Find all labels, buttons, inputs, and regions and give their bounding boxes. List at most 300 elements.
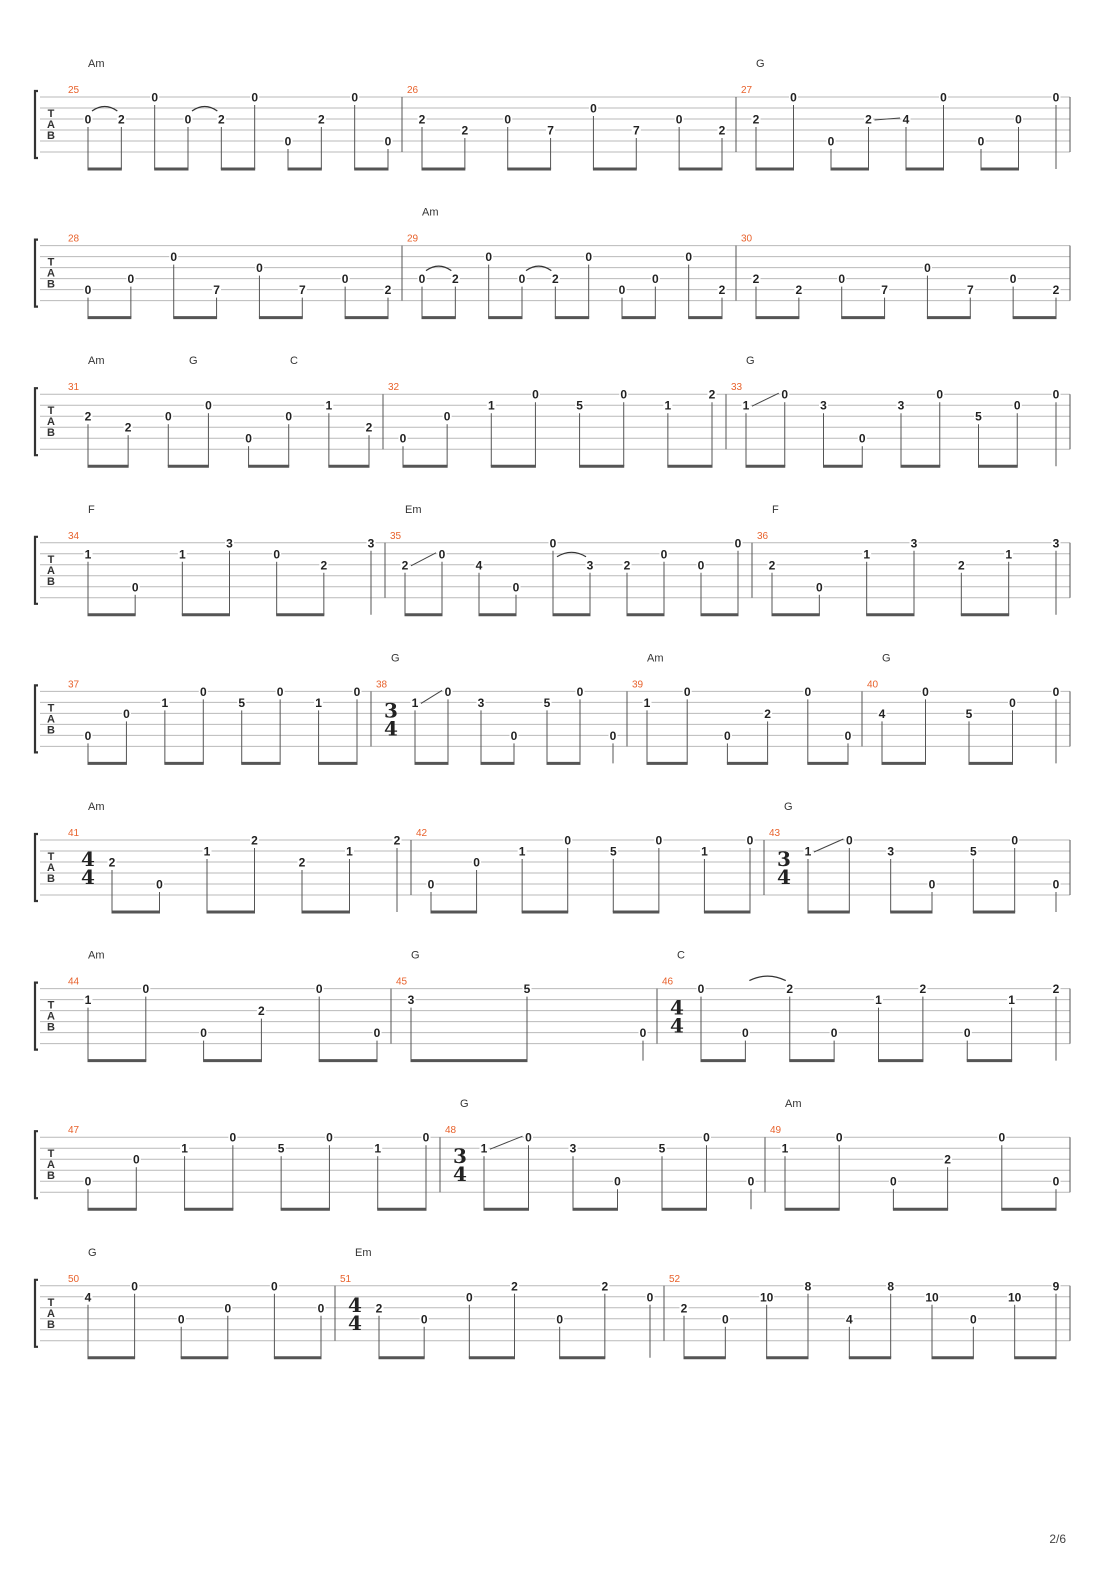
tab-clef-letter: T: [47, 1148, 55, 1161]
chord-symbol: Am: [88, 58, 105, 70]
fret-number: 1: [863, 547, 871, 562]
fret-number: 0: [504, 112, 512, 127]
fret-number: 0: [1052, 877, 1060, 892]
fret-number: 2: [418, 112, 426, 127]
tab-clef-letter: B: [47, 1021, 55, 1034]
fret-number: 3: [586, 558, 594, 573]
fret-number: 0: [465, 1290, 473, 1305]
fret-number: 0: [747, 1174, 755, 1189]
fret-number: 0: [655, 833, 663, 848]
tab-system: [35, 58, 1070, 169]
fret-number: 0: [525, 1130, 532, 1145]
fret-number: 2: [108, 855, 116, 870]
fret-number: 2: [680, 1301, 688, 1316]
fret-number: 8: [887, 1279, 895, 1294]
fret-number: 0: [276, 684, 284, 699]
fret-number: 0: [556, 1312, 564, 1327]
fret-number: 0: [199, 684, 207, 699]
fret-number: 0: [618, 283, 626, 298]
fret-number: 0: [835, 1130, 843, 1145]
fret-number: 7: [298, 283, 306, 298]
fret-number: 0: [418, 272, 426, 287]
tab-system: [35, 652, 1070, 763]
fret-number: 0: [485, 250, 493, 265]
tab-clef-letter: B: [47, 130, 55, 142]
fret-number: 0: [284, 134, 292, 149]
fret-number: 2: [768, 558, 776, 573]
measure-number: 32: [388, 382, 400, 394]
fret-number: 7: [966, 283, 974, 298]
fret-number: 3: [226, 536, 233, 551]
fret-number: 2: [84, 409, 92, 424]
fret-number: 7: [632, 123, 640, 138]
fret-number: 0: [928, 877, 936, 892]
measure-number: 39: [632, 679, 644, 691]
fret-number: 2: [393, 833, 401, 848]
chord-symbol: G: [88, 1246, 97, 1259]
fret-number: 0: [177, 1312, 185, 1327]
measure-number: 51: [340, 1273, 352, 1285]
fret-number: 5: [658, 1141, 666, 1156]
fret-number: 1: [84, 993, 92, 1008]
fret-number: 2: [718, 283, 726, 298]
fret-number: 2: [217, 112, 225, 127]
measure-number: 41: [68, 828, 80, 839]
measure-number: 36: [757, 530, 769, 542]
fret-number: 2: [957, 558, 965, 573]
measure-number: 40: [867, 679, 879, 691]
fret-number: 0: [399, 431, 407, 446]
time-signature-bottom: 4: [384, 716, 398, 741]
fret-number: 1: [374, 1141, 382, 1156]
tab-clef-letter: A: [47, 416, 55, 429]
fret-number: 0: [205, 398, 212, 413]
time-signature-bottom: 4: [81, 865, 95, 889]
fret-number: 1: [487, 398, 495, 413]
tab-clef-letter: T: [47, 1296, 55, 1309]
fret-number: 0: [977, 134, 985, 149]
fret-number: 3: [820, 398, 827, 413]
fret-number: 2: [317, 112, 325, 127]
fret-number: 0: [326, 1130, 333, 1145]
fret-number: 0: [317, 1301, 325, 1316]
fret-number: 2: [451, 272, 459, 287]
fret-number: 0: [131, 1279, 138, 1294]
time-signature-top: 4: [81, 847, 95, 871]
fret-number: 2: [786, 982, 794, 997]
chord-symbol: Em: [405, 503, 422, 516]
fret-number: 0: [84, 283, 92, 298]
fret-number: 0: [131, 580, 139, 595]
measure-number: 35: [390, 530, 402, 542]
tab-clef-letter: T: [47, 108, 55, 120]
fret-number: 0: [373, 1026, 381, 1041]
fret-number: 2: [623, 558, 631, 573]
fret-number: 0: [184, 112, 192, 127]
time-signature-top: 4: [670, 995, 684, 1020]
fret-number: 2: [944, 1152, 951, 1167]
chord-symbol: F: [772, 503, 779, 516]
tab-clef-letter: B: [47, 278, 55, 291]
chord-symbol: Am: [88, 801, 105, 813]
fret-number: 2: [320, 558, 328, 573]
fret-number: 5: [975, 409, 982, 424]
fret-number: 2: [752, 272, 760, 287]
time-signature-bottom: 4: [348, 1310, 362, 1335]
fret-number: 0: [200, 1026, 207, 1041]
fret-number: 1: [1008, 993, 1015, 1008]
tab-clef-letter: T: [47, 851, 55, 863]
fret-number: 0: [936, 387, 944, 402]
fret-number: 0: [703, 1130, 710, 1145]
fret-number: 0: [639, 1026, 647, 1041]
fret-number: 0: [156, 877, 163, 892]
fret-number: 5: [965, 706, 973, 721]
tab-system: [35, 801, 1070, 912]
fret-number: 0: [420, 1312, 428, 1327]
tab-clef-letter: T: [47, 702, 55, 715]
time-signature-bottom: 4: [670, 1013, 684, 1038]
measure-number: 47: [68, 1125, 80, 1137]
fret-number: 0: [620, 387, 628, 402]
chord-symbol: C: [290, 355, 298, 368]
fret-number: 1: [664, 398, 672, 413]
fret-number: 0: [815, 580, 823, 595]
fret-number: 7: [547, 123, 554, 138]
fret-number: 2: [865, 112, 872, 127]
fret-number: 5: [238, 695, 246, 710]
fret-number: 2: [511, 1279, 518, 1294]
measure: [68, 234, 393, 318]
fret-number: 0: [721, 1312, 729, 1327]
fret-number: 2: [1052, 982, 1060, 997]
fret-number: 3: [1052, 536, 1060, 551]
fret-number: 1: [643, 695, 651, 710]
measure-number: 43: [769, 828, 781, 839]
fret-number: 2: [1052, 283, 1060, 298]
fret-number: 5: [543, 695, 551, 710]
system-bracket: [35, 388, 38, 455]
tab-clef-letter: A: [47, 564, 55, 577]
measure: [669, 1274, 1061, 1358]
fret-number: 2: [124, 420, 132, 435]
fret-number: 2: [795, 283, 803, 298]
fret-number: 10: [925, 1290, 939, 1305]
fret-number: 2: [919, 982, 927, 997]
fret-number: 0: [123, 706, 130, 721]
tab-clef-letter: B: [47, 873, 55, 885]
fret-number: 0: [922, 684, 929, 699]
measure-number: 52: [669, 1273, 681, 1285]
system-bracket: [35, 685, 38, 752]
fret-number: 0: [614, 1174, 621, 1189]
fret-number: 1: [701, 844, 708, 859]
measure-number: 38: [376, 679, 388, 691]
tab-clef-letter: A: [47, 1159, 55, 1172]
tab-clef-letter: B: [47, 1170, 55, 1183]
tab-clef-letter: B: [47, 1318, 55, 1331]
fret-number: 0: [285, 409, 293, 424]
fret-number: 0: [845, 833, 853, 848]
system-bracket: [35, 1280, 38, 1347]
fret-number: 2: [551, 272, 559, 287]
tab-clef-letter: A: [47, 713, 55, 726]
fret-number: 2: [461, 123, 469, 138]
tab-clef-letter: A: [47, 1307, 55, 1320]
tie-arc: [426, 266, 451, 271]
fret-number: 0: [164, 409, 172, 424]
fret-number: 1: [875, 993, 882, 1008]
fret-number: 0: [315, 982, 323, 997]
fret-number: 2: [251, 833, 258, 848]
fret-number: 0: [84, 1174, 92, 1189]
fret-number: 0: [142, 982, 150, 997]
chord-symbol: C: [677, 949, 685, 962]
measure-number: 46: [662, 976, 674, 988]
fret-number: 3: [887, 844, 895, 859]
chord-symbol: Em: [355, 1246, 372, 1259]
slide-line: [814, 839, 843, 852]
fret-number: 0: [84, 112, 92, 127]
chord-symbol: Am: [647, 652, 664, 665]
time-signature-top: 4: [348, 1292, 362, 1317]
measure-number: 34: [68, 530, 80, 542]
fret-number: 3: [477, 695, 485, 710]
fret-number: 0: [746, 833, 754, 848]
fret-number: 4: [878, 706, 886, 721]
fret-number: 1: [480, 1141, 488, 1156]
fret-number: 0: [224, 1301, 232, 1316]
fret-number: 1: [325, 398, 333, 413]
time-signature-top: 3: [453, 1144, 467, 1169]
measure-number: 37: [68, 679, 80, 691]
fret-number: 1: [781, 1141, 789, 1156]
fret-number: 3: [897, 398, 905, 413]
chord-symbol: Am: [785, 1098, 802, 1111]
fret-number: 1: [411, 695, 419, 710]
fret-number: 0: [697, 982, 705, 997]
chord-symbol: G: [882, 652, 891, 665]
tab-clef-letter: A: [47, 862, 55, 874]
tab-clef-letter: T: [47, 256, 55, 269]
tie-arc: [749, 976, 785, 981]
measure: [407, 85, 727, 169]
fret-number: 0: [838, 272, 846, 287]
fret-number: 0: [245, 431, 252, 446]
fret-number: 0: [273, 547, 281, 562]
time-signature-bottom: 4: [453, 1162, 467, 1187]
fret-number: 2: [384, 283, 392, 298]
fret-number: 0: [444, 684, 452, 699]
fret-number: 0: [256, 261, 263, 276]
measure: [68, 679, 362, 763]
fret-number: 0: [473, 855, 480, 870]
fret-number: 0: [132, 1152, 140, 1167]
fret-number: 7: [213, 283, 220, 298]
fret-number: 0: [151, 90, 159, 105]
fret-number: 0: [685, 250, 693, 265]
fret-number: 0: [734, 536, 742, 551]
tab-clef-letter: T: [47, 999, 55, 1012]
fret-number: 0: [651, 272, 659, 287]
system-bracket: [35, 834, 38, 901]
measure-number: 45: [396, 976, 408, 988]
fret-number: 0: [585, 250, 593, 265]
fret-number: 0: [170, 250, 178, 265]
fret-number: 0: [1052, 684, 1060, 699]
fret-number: 0: [830, 1026, 838, 1041]
fret-number: 0: [998, 1130, 1006, 1145]
fret-number: 0: [564, 833, 572, 848]
measure-number: 29: [407, 233, 419, 245]
fret-number: 0: [576, 684, 584, 699]
slide-line: [490, 1136, 523, 1149]
fret-number: 10: [1007, 1290, 1022, 1305]
measure-number: 33: [731, 382, 743, 394]
fret-number: 2: [764, 706, 771, 721]
fret-number: 2: [365, 420, 373, 435]
page-number: 2/6: [1049, 1532, 1066, 1546]
time-signature-top: 3: [384, 698, 398, 723]
chord-symbol: F: [88, 503, 95, 516]
fret-number: 1: [518, 844, 526, 859]
fret-number: 2: [258, 1004, 265, 1019]
fret-number: 0: [1011, 833, 1019, 848]
fret-number: 0: [271, 1279, 278, 1294]
fret-number: 0: [510, 728, 518, 743]
chord-symbol: Am: [88, 355, 105, 368]
fret-number: 0: [1052, 1174, 1060, 1189]
fret-number: 3: [367, 536, 375, 551]
fret-number: 4: [902, 112, 910, 127]
fret-number: 2: [601, 1279, 609, 1294]
measure: [68, 1125, 431, 1209]
fret-number: 0: [84, 728, 92, 743]
chord-symbol: G: [746, 355, 755, 368]
fret-number: 0: [438, 547, 446, 562]
fret-number: 1: [804, 844, 812, 859]
fret-number: 0: [858, 431, 866, 446]
fret-number: 0: [940, 90, 947, 105]
fret-number: 1: [1005, 547, 1013, 562]
measure-number: 25: [68, 85, 80, 96]
tab-system: [35, 355, 1070, 466]
fret-number: 2: [375, 1301, 383, 1316]
fret-number: 0: [609, 728, 617, 743]
fret-number: 0: [127, 272, 135, 287]
tab-clef-letter: T: [47, 553, 55, 566]
tab-clef-letter: A: [47, 267, 55, 280]
fret-number: 0: [1015, 112, 1022, 127]
fret-number: 2: [708, 387, 716, 402]
tab-system: [35, 207, 1070, 318]
fret-number: 0: [532, 387, 539, 402]
fret-number: 2: [752, 112, 760, 127]
measure-number: 28: [68, 233, 80, 245]
tie-arc: [192, 107, 217, 112]
fret-number: 0: [549, 536, 557, 551]
chord-symbol: G: [756, 58, 765, 70]
measure-number: 26: [407, 85, 419, 96]
fret-number: 0: [660, 547, 668, 562]
chord-symbol: Am: [422, 206, 439, 219]
tab-clef-letter: T: [47, 405, 55, 418]
fret-number: 0: [443, 409, 451, 424]
fret-number: 2: [718, 123, 726, 138]
system-bracket: [35, 983, 38, 1050]
tab-clef-letter: A: [47, 1010, 55, 1023]
fret-number: 4: [475, 558, 483, 573]
fret-number: 2: [298, 855, 306, 870]
measure-number: 42: [416, 828, 428, 839]
chord-symbol: G: [460, 1098, 469, 1111]
fret-number: 0: [251, 90, 259, 105]
chord-symbol: G: [411, 949, 420, 962]
fret-number: 1: [315, 695, 322, 710]
fret-number: 3: [569, 1141, 577, 1156]
fret-number: 0: [512, 580, 520, 595]
fret-number: 1: [161, 695, 169, 710]
fret-number: 0: [697, 558, 705, 573]
fret-number: 0: [353, 684, 361, 699]
tab-system: [35, 1247, 1070, 1358]
slide-line: [421, 690, 442, 703]
time-signature-bottom: 4: [777, 865, 791, 889]
tab-clef-letter: B: [47, 427, 55, 440]
fret-number: 0: [427, 877, 435, 892]
fret-number: 0: [890, 1174, 897, 1189]
tab-clef-letter: A: [47, 119, 55, 131]
system-bracket: [35, 537, 38, 604]
fret-number: 4: [845, 1312, 853, 1327]
fret-number: 0: [924, 261, 931, 276]
fret-number: 9: [1052, 1279, 1060, 1294]
tab-clef-letter: B: [47, 575, 55, 588]
fret-number: 2: [117, 112, 125, 127]
system-bracket: [35, 1131, 38, 1198]
chord-symbol: Am: [88, 949, 105, 962]
fret-number: 0: [742, 1026, 749, 1041]
fret-number: 0: [675, 112, 683, 127]
fret-number: 1: [84, 547, 92, 562]
tab-system: [35, 1098, 1070, 1209]
fret-number: 0: [790, 90, 797, 105]
fret-number: 0: [229, 1130, 237, 1145]
chord-symbol: G: [391, 652, 400, 665]
tie-arc: [92, 107, 117, 112]
measure-number: 48: [445, 1125, 457, 1137]
measure-number: 49: [770, 1125, 782, 1137]
fret-number: 3: [407, 993, 415, 1008]
tab-system: [35, 950, 1070, 1061]
fret-number: 0: [422, 1130, 430, 1145]
tie-arc: [557, 552, 586, 557]
measure-number: 27: [741, 85, 753, 96]
measure-number: 50: [68, 1273, 80, 1285]
measure-number: 30: [741, 233, 753, 245]
chord-symbol: G: [189, 355, 198, 368]
fret-number: 4: [84, 1290, 92, 1305]
fret-number: 10: [759, 1290, 774, 1305]
fret-number: 0: [804, 684, 812, 699]
fret-number: 0: [384, 134, 392, 149]
fret-number: 0: [1052, 387, 1060, 402]
fret-number: 0: [1009, 272, 1017, 287]
measure-number: 44: [68, 976, 80, 988]
chord-symbol: G: [784, 801, 793, 813]
measure: [741, 234, 1061, 318]
measure-number: 31: [68, 382, 80, 394]
